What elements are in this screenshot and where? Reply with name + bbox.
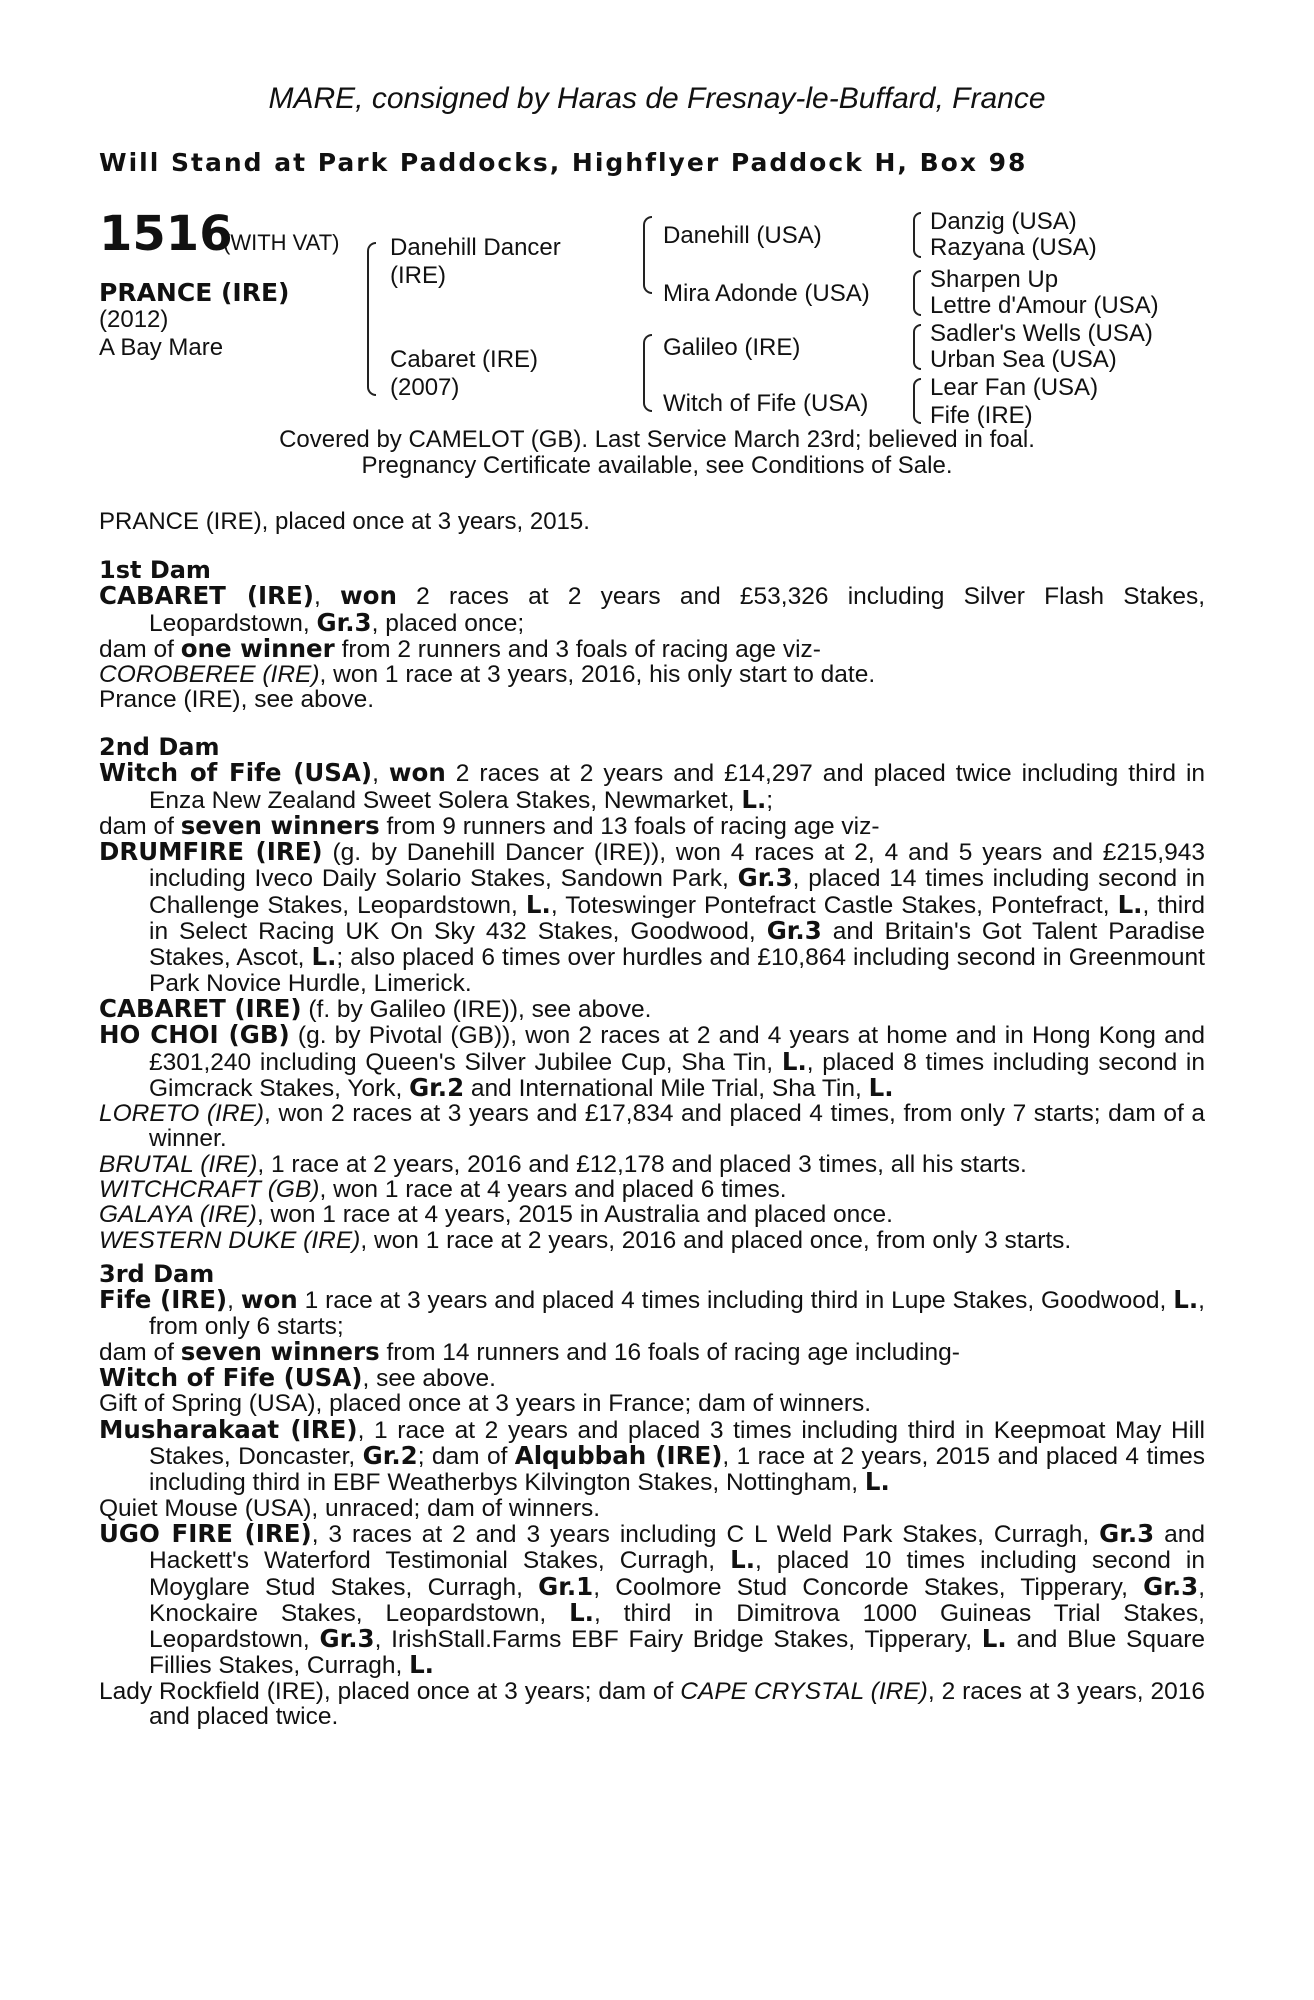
text-run: , third in Select Racing UK On Sky 432 Stakes, Goodwood, (149, 891, 1206, 946)
listed-label: L. (525, 889, 551, 919)
produce-entry (99, 993, 1205, 1023)
listed-label: L. (311, 942, 337, 972)
horse-year: (2012) (99, 306, 169, 333)
won-label: won (340, 581, 397, 611)
produce-name: BRUTAL (IRE) (99, 1150, 258, 1178)
first-dam-produce-summary (99, 633, 1205, 663)
vat-note: (WITH VAT) (223, 230, 340, 255)
pedigree-brace-gen1 (367, 242, 376, 396)
text-run: , Toteswinger Pontefract Castle Stakes, Pontefract, (550, 891, 1118, 919)
pedigree-brace-dd (913, 378, 921, 424)
won-label: won (388, 758, 446, 788)
produce-name: LORETO (IRE) (99, 1100, 265, 1128)
grade-label: Gr.2 (409, 1072, 465, 1102)
third-dam-produce-summary (99, 1336, 1205, 1366)
text-run: ; also placed 6 times over hurdles and £10,864 including second in Greenmount Park Novice Hurdle, Limerick. (149, 944, 1205, 997)
text-run: 2 races at 2 years and £14,297 and placed twice including third in Enza New Zealand Sweet Solera Stakes, Newmarket, (149, 760, 1206, 814)
second-dam-section (99, 735, 1205, 1253)
text-run: , won 1 race at 4 years, 2015 in Australia and placed once. (256, 1201, 893, 1229)
first-dam-name: CABARET (IRE) (99, 581, 314, 611)
covered-line: Covered by CAMELOT (GB). Last Service March 23rd; believed in foal. (279, 426, 1035, 453)
pedigree-dds: Lear Fan (USA) (930, 374, 1099, 401)
pedigree-dss: Sadler's Wells (USA) (930, 320, 1153, 347)
text-run: , placed 10 times including second in Moyglare Stud Stakes, Curragh, (149, 1547, 1205, 1601)
stand-location: Will Stand at Park Paddocks, Highflyer Paddock H, Box 98 (99, 148, 1028, 177)
produce-name: WITCHCRAFT (GB) (99, 1176, 320, 1204)
pedigree-brace-sd (913, 270, 921, 316)
text-run: (g. by Pivotal (GB)), won 2 races at 2 and 4 years at home and in Hong Kong and £301,240 including Queen's Silver Jubilee Cup, Sha Tin, (149, 1022, 1205, 1076)
produce-entry (99, 1679, 1205, 1730)
text-run: , 2 races at 3 years, 2016 and placed twice. (149, 1677, 1205, 1731)
grade-label: Gr.2 (362, 1441, 418, 1471)
pedigree-ssd: Razyana (USA) (930, 234, 1097, 261)
produce-entry: Quiet Mouse (USA), unraced; dam of winners. (99, 1494, 601, 1522)
text-run: 1 race at 3 years and placed 4 times including third in Lupe Stakes, Goodwood, (297, 1287, 1174, 1315)
produce-name: Musharakaat (IRE) (99, 1414, 358, 1444)
produce-entry: Gift of Spring (USA), placed once at 3 years in France; dam of winners. (99, 1390, 872, 1418)
lot-number: 1516 (99, 206, 233, 262)
pedigree-brace-dam (643, 334, 652, 412)
listed-label: L. (569, 1597, 594, 1627)
third-dam-record: Fife (IRE), won 1 race at 3 years and placed 4 times including third in Lupe Stakes, Goodwood, L., from only 6 starts; (99, 1285, 1205, 1340)
produce-entry (99, 662, 1205, 687)
text-run: from 9 runners and 13 foals of racing age viz- (379, 812, 880, 840)
text-run: , won 1 race at 3 years, 2016, his only start to date. (319, 661, 876, 689)
record-text: 2 races at 2 years and £53,326 including Silver Flash Stakes, Leopardstown, (149, 583, 1205, 637)
second-dam-name: Witch of Fife (USA) (99, 758, 373, 788)
pedigree-ss: Danehill (USA) (663, 222, 822, 249)
produce-entry: Prance (IRE), see above. (99, 686, 375, 714)
grade-label: Gr.3 (766, 916, 822, 946)
pedigree-dam-year: (2007) (390, 374, 460, 401)
first-dam-record: CABARET (IRE), won 2 races at 2 years and £53,326 including Silver Flash Stakes, Leopardstown, Gr.3, placed once; (99, 581, 1205, 637)
listed-label: L. (781, 1046, 807, 1076)
text-run: , 1 race at 2 years, 2015 and placed 4 times including third in EBF Weatherbys Kilvington Stakes, Nottingham, (149, 1443, 1205, 1497)
pedigree-sd: Mira Adonde (USA) (663, 280, 870, 307)
text-run: dam of (99, 812, 181, 840)
text-run: dam of (99, 635, 181, 663)
pedigree-sdd: Lettre d'Amour (USA) (930, 292, 1159, 319)
produce-name: HO CHOI (GB) (99, 1020, 290, 1050)
text-run: ; dam of (417, 1443, 515, 1471)
text-run: , Knockaire Stakes, Leopardstown, (149, 1573, 1205, 1627)
grade-label: Gr.3 (319, 1624, 375, 1654)
text-run: , Coolmore Stud Concorde Stakes, Tipperary, (593, 1573, 1144, 1601)
record-text: , placed once; (371, 609, 525, 637)
text-run: ; (766, 786, 774, 814)
text-run: , won 2 races at 3 years and £17,834 and placed 4 times, from only 7 starts; dam of a winner. (149, 1100, 1205, 1153)
text-run: , won 1 race at 2 years, 2016 and placed once, from only 3 starts. (360, 1226, 1072, 1254)
text-run: from 2 runners and 3 foals of racing age viz- (334, 635, 821, 663)
produce-name: WESTERN DUKE (IRE) (99, 1226, 361, 1254)
horse-name: PRANCE (IRE) (99, 278, 290, 307)
grandproduce-entry (99, 1152, 1205, 1177)
listed-label: L. (741, 784, 767, 814)
produce-entry (99, 1365, 1205, 1391)
text-run: , 3 races at 2 and 3 years including C L Weld Park Stakes, Curragh, (311, 1520, 1100, 1548)
produce-name: Witch of Fife (USA) (99, 1363, 363, 1393)
listed-label: L. (409, 1650, 434, 1680)
pedigree-brace-ss (913, 212, 921, 258)
grandproduce-entry (99, 1414, 1206, 1497)
listed-label: L. (1173, 1285, 1199, 1315)
produce-entry (99, 839, 1205, 996)
second-dam-produce-summary (99, 810, 1205, 840)
pedigree-ds: Galileo (IRE) (663, 334, 801, 361)
text-run: from 14 runners and 16 foals of racing age including- (379, 1338, 960, 1366)
text-run: and Blue Square Fillies Stakes, Curragh, (149, 1626, 1205, 1680)
text-run: , from only 6 starts; (149, 1287, 1205, 1340)
pedigree-ddd: Fife (IRE) (930, 402, 1033, 429)
text-run: Lady Rockfield (IRE), placed once at 3 years; dam of (99, 1677, 681, 1705)
consignor-line: MARE, consigned by Haras de Fresnay-le-Buffard, France (268, 82, 1046, 115)
pedigree-brace-ds (913, 324, 921, 370)
pedigree-dd: Witch of Fife (USA) (663, 390, 869, 417)
grade-label: Gr.3 (316, 607, 372, 637)
pedigree-dam: Cabaret (IRE) (390, 346, 539, 373)
won-label: won (240, 1285, 298, 1315)
listed-label: L. (730, 1545, 756, 1575)
pregnancy-line: Pregnancy Certificate available, see Conditions of Sale. (361, 452, 953, 479)
horse-description: A Bay Mare (99, 334, 224, 361)
text-run: and Britain's Got Talent Paradise Stakes, Ascot, (149, 918, 1206, 972)
first-dam-section (99, 558, 1205, 713)
produce-entry (99, 1202, 1205, 1227)
third-dam-name: Fife (IRE) (99, 1285, 228, 1315)
pedigree-sds: Sharpen Up (930, 266, 1059, 293)
text-run: and International Mile Trial, Sha Tin, (464, 1074, 869, 1102)
text-run: , see above. (362, 1365, 496, 1393)
second-dam-heading: 2nd Dam (99, 733, 220, 761)
produce-entry (99, 1177, 1205, 1202)
text-run: , won 1 race at 4 years and placed 6 times. (319, 1176, 787, 1204)
grade-label: Gr.1 (538, 1571, 594, 1601)
listed-label: L. (868, 1072, 894, 1102)
pedigree-brace-sire (643, 216, 652, 294)
text-run: , IrishStall.Farms EBF Fairy Bridge Stakes, Tipperary, (374, 1626, 982, 1654)
winners-count: seven winners (180, 1336, 380, 1366)
grade-label: Gr.3 (737, 863, 793, 893)
text-run: (g. by Danehill Dancer (IRE)), won 4 races at 2, 4 and 5 years and £215,943 including Iveco Daily Solario Stakes, Sandown Park, (149, 839, 1205, 893)
winners-count: one winner (180, 633, 335, 663)
winners-count: seven winners (180, 810, 380, 840)
produce-entry (99, 1228, 1205, 1253)
produce-entry (99, 1022, 1205, 1101)
listed-label: L. (981, 1624, 1007, 1654)
grade-label: Gr.3 (1143, 1571, 1199, 1601)
horse-intro: PRANCE (IRE), placed once at 3 years, 2015. (99, 508, 590, 535)
pedigree-sire: Danehill Dancer (390, 234, 561, 261)
text-run: (f. by Galileo (IRE)), see above. (301, 995, 652, 1023)
listed-label: L. (1117, 889, 1143, 919)
text-run: , third in Dimitrova 1000 Guineas Trial Stakes, Leopardstown, (149, 1599, 1205, 1654)
produce-entry (99, 1101, 1205, 1152)
third-dam-section (99, 1262, 1205, 1729)
produce-name: GALAYA (IRE) (99, 1201, 257, 1229)
text-run: , 1 race at 2 years, 2016 and £12,178 and placed 3 times, all his starts. (257, 1150, 1027, 1178)
text-run: , 1 race at 2 years and placed 3 times including third in Keepmoat May Hill Stakes, Doncaster, (149, 1416, 1206, 1471)
produce-name: UGO FIRE (IRE) (99, 1518, 312, 1548)
produce-name: DRUMFIRE (IRE) (99, 837, 323, 867)
grade-label: Gr.3 (1099, 1518, 1155, 1548)
second-dam-record: Witch of Fife (USA), won 2 races at 2 years and £14,297 and placed twice including third in Enza New Zealand Sweet Solera Stakes, Newmarket, L.; (99, 758, 1206, 814)
text-run: dam of (99, 1338, 181, 1366)
grandproduce-entry (99, 1518, 1205, 1680)
third-dam-heading: 3rd Dam (99, 1260, 215, 1288)
pedigree-sss: Danzig (USA) (930, 208, 1077, 235)
pedigree-sire-country: (IRE) (390, 262, 446, 289)
first-dam-heading: 1st Dam (99, 556, 211, 584)
pedigree-dsd: Urban Sea (USA) (930, 346, 1117, 373)
text-run: , placed 8 times including second in Gimcrack Stakes, York, (149, 1048, 1205, 1102)
text-run: , placed 14 times including second in Challenge Stakes, Leopardstown, (149, 865, 1205, 919)
text-run: and Hackett's Waterford Testimonial Stakes, Curragh, (149, 1520, 1205, 1575)
listed-label: L. (864, 1467, 890, 1497)
produce-name: CABARET (IRE) (99, 993, 302, 1023)
produce-name: CAPE CRYSTAL (IRE) (680, 1677, 928, 1705)
produce-name: Alqubbah (IRE) (514, 1441, 723, 1471)
produce-name: COROBEREE (IRE) (99, 661, 320, 689)
